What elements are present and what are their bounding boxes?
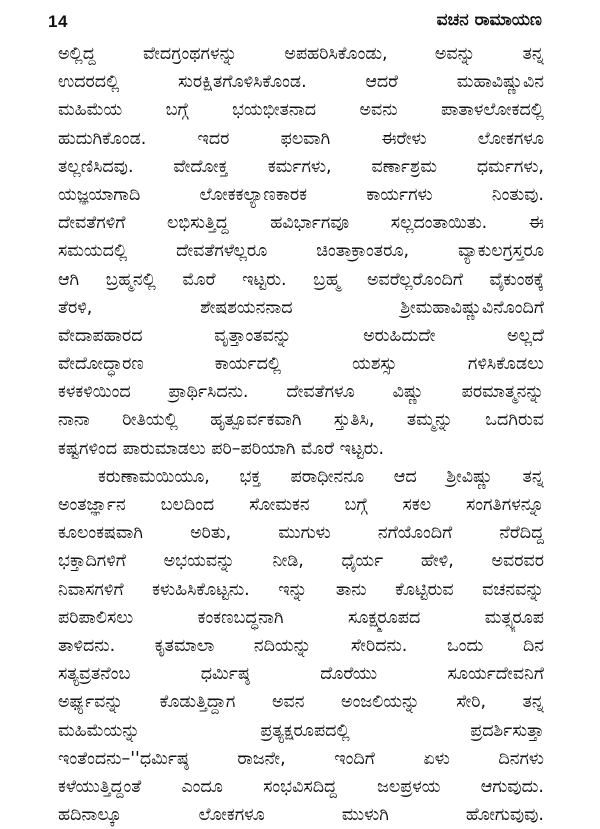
text-line: ಇಂತೆಂದನು–''ಧರ್ಮಿಷ್ಠ ರಾಜನೇ, ಇಂದಿಗೆ ಏಳು ದಿನಗಳು bbox=[58, 748, 544, 769]
text-line: ದೇವತೆಗಳಿಗೆ ಲಭಿಸುತ್ತಿದ್ದ ಹವಿರ್ಭಾಗವೂ ಸಲ್ಲದಂತಾಯಿತು. ಈ bbox=[58, 213, 544, 234]
text-line: ಆಗಿ ಬ್ರಹ್ಮನಲ್ಲಿ ಮೊರೆ ಇಟ್ಟರು. ಬ್ರಹ್ಮ ಅವರೆಲ್ಲರೊಂದಿಗೆ ವೈಕುಂಠಕ್ಕೆ bbox=[58, 269, 544, 290]
paragraph-1 bbox=[58, 40, 544, 463]
text-line: ಭಕ್ತಾದಿಗಳಿಗೆ ಅಭಯವನ್ನು ನೀಡಿ, ಧೈರ್ಯ ಹೇಳಿ, ಅವರವರ bbox=[58, 551, 544, 572]
text-line: ವೇದಾಪಹಾರದ ವೃತ್ತಾಂತವನ್ನು ಅರುಹಿದುದೇ ಅಲ್ಲದೆ bbox=[58, 325, 544, 346]
text-line: ಹುದುಗಿಕೊಂಡ. ಇದರ ಫಲವಾಗಿ ಈರೇಳು ಲೋಕಗಳೂ bbox=[58, 128, 544, 149]
running-title: ವಚನ ರಾಮಾಯಣ bbox=[436, 10, 542, 30]
text-line: ನಾನಾ ರೀತಿಯಲ್ಲಿ ಹೃತ್ಪೂರ್ವಕವಾಗಿ ಸ್ತುತಿಸಿ, ತಮ್ಮನ್ನು ಒದಗಿರುವ bbox=[58, 410, 544, 431]
text-line: ಮಹಿಮೆಯನ್ನು ಪ್ರತ್ಯಕ್ಷರೂಪದಲ್ಲಿ ಪ್ರದರ್ಶಿಸುತ್ತಾ bbox=[58, 720, 544, 741]
text-line: ಹದಿನಾಲ್ಕೂ ಲೋಕಗಳೂ ಮುಳುಗಿ ಹೋಗುವುವು. bbox=[58, 805, 544, 826]
text-line: ಕೂಲಂಕಷವಾಗಿ ಅರಿತು, ಮುಗುಳು ನಗೆಯೊಂದಿಗೆ ನೆರೆದಿದ್ದ bbox=[58, 523, 544, 544]
text-line: ತಲ್ಲಣಿಸಿದವು. ವೇದೋಕ್ತ ಕರ್ಮಗಳು, ವರ್ಣಾಶ್ರಮ ಧರ್ಮಗಳು, bbox=[58, 156, 544, 177]
text-line: ಸತ್ಯವ್ರತನೆಂಬ ಧರ್ಮಿಷ್ಠ ದೊರೆಯು ಸೂರ್ಯದೇವನಿಗೆ bbox=[58, 664, 544, 685]
text-line: ತಾಳಿದನು. ಕೃತಮಾಲಾ ನದಿಯನ್ನು ಸೇರಿದನು. ಒಂದು ದಿನ bbox=[58, 635, 544, 656]
paragraph-2 bbox=[58, 463, 544, 829]
text-line: ನಿವಾಸಗಳಿಗೆ ಕಳುಹಿಸಿಕೊಟ್ಟನು. ಇನ್ನು ತಾನು ಕೊಟ್ಟಿರುವ ವಚನವನ್ನು bbox=[58, 579, 544, 600]
text-line: ತೆರಳಿ, ಶೇಷಶಯನನಾದ ಶ್ರೀಮಹಾವಿಷ್ಣುವಿನೊಂದಿಗೆ bbox=[58, 297, 544, 318]
text-line: ಸಮಯದಲ್ಲಿ ದೇವತೆಗಳೆಲ್ಲರೂ ಚಿಂತಾಕ್ರಾಂತರೂ, ವ್ಯಾಕುಲಗ್ರಸ್ತರೂ bbox=[58, 241, 544, 262]
text-line: ಅರ್ಘ್ಯವನ್ನು ಕೊಡುತ್ತಿದ್ದಾಗ ಅವನ ಅಂಜಲಿಯನ್ನು ಸೇರಿ, ತನ್ನ bbox=[58, 692, 544, 713]
text-line: ಕರುಣಾಮಯಿಯೂ, ಭಕ್ತ ಪರಾಧೀನನೂ ಆದ ಶ್ರೀವಿಷ್ಣು ತನ್ನ bbox=[98, 466, 544, 487]
text-line: ಯಜ್ಞಯಾಗಾದಿ ಲೋಕಕಲ್ಯಾಣಕಾರಕ ಕಾರ್ಯಗಳು ನಿಂತುವು. bbox=[58, 184, 544, 205]
text-line: ವೇದೋದ್ಧಾರಣ ಕಾರ್ಯದಲ್ಲಿ ಯಶಸ್ಸು ಗಳಿಸಿಕೊಡಲು bbox=[58, 354, 544, 375]
page-number: 14 bbox=[48, 12, 68, 31]
page-header bbox=[48, 8, 542, 36]
text-line: ಅಲ್ಲಿದ್ದ ವೇದಗ್ರಂಥಗಳನ್ನು ಅಪಹರಿಸಿಕೊಂಡು, ಅವನ್ನು ತನ್ನ bbox=[58, 44, 544, 64]
body-text bbox=[58, 40, 544, 829]
text-line: ಕಳಕಳಿಯಿಂದ ಪ್ರಾರ್ಥಿಸಿದನು. ದೇವತೆಗಳೂ ವಿಷ್ಣು ಪರಮಾತ್ಮನನ್ನು bbox=[58, 382, 544, 403]
text-line: ಕಷ್ಟಗಳಿಂದ ಪಾರುಮಾಡಲು ಪರಿ–ಪರಿಯಾಗಿ ಮೊರೆ ಇಟ್ಟರು. bbox=[58, 438, 385, 459]
text-line: ಉದರದಲ್ಲಿ ಸುರಕ್ಷಿತಗೊಳಿಸಿಕೊಂಡ. ಆದರೆ ಮಹಾವಿಷ್ಣುವಿನ bbox=[58, 72, 544, 93]
text-line: ಪರಿಪಾಲಿಸಲು ಕಂಕಣಬದ್ಧನಾಗಿ ಸೂಕ್ಷ್ಮರೂಪದ ಮತ್ಸ್ಯರೂಪ bbox=[58, 607, 544, 628]
text-line: ಕಳೆಯುತ್ತಿದ್ದಂತೆ ಎಂದೂ ಸಂಭವಿಸದಿದ್ದ ಜಲಪ್ರಳಯ ಆಗುವುದು. bbox=[58, 776, 544, 797]
text-line: ಅಂತರ್ಜ್ಞಾನ ಬಲದಿಂದ ಸೋಮಕನ ಬಗ್ಗೆ ಸಕಲ ಸಂಗತಿಗಳನ್ನೂ bbox=[58, 495, 544, 515]
text-line: ಮಹಿಮೆಯ ಬಗ್ಗೆ ಭಯಭೀತನಾದ ಅವನು ಪಾತಾಳಲೋಕದಲ್ಲಿ bbox=[58, 100, 544, 121]
